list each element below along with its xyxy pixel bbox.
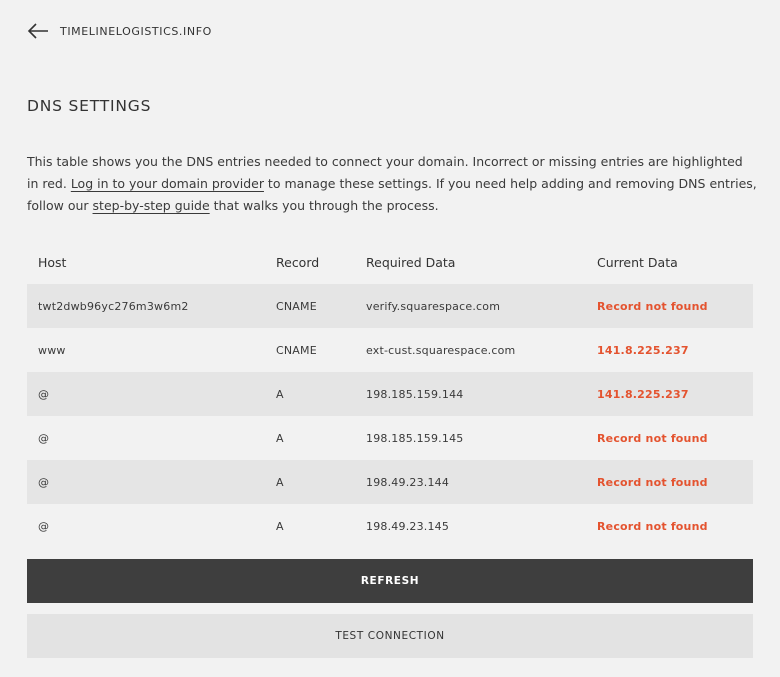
refresh-button[interactable]: REFRESH bbox=[27, 559, 753, 603]
cell-current-data: Record not found bbox=[586, 460, 753, 504]
table-row bbox=[27, 372, 753, 416]
description-part-3: that walks you through the process. bbox=[209, 198, 439, 213]
description-text bbox=[27, 151, 757, 217]
cell-current-data: Record not found bbox=[597, 519, 708, 533]
cell-current-data: Record not found bbox=[597, 431, 708, 445]
cell-host: @ bbox=[38, 431, 50, 445]
cell-record: A bbox=[276, 519, 284, 533]
cell-current-data: 141.8.225.237 bbox=[586, 372, 753, 416]
column-header-required-data: Required Data bbox=[366, 254, 456, 270]
arrow-left-icon[interactable] bbox=[27, 22, 49, 40]
cell-current-data: Record not found bbox=[586, 284, 753, 328]
test-connection-button[interactable]: TEST CONNECTION bbox=[27, 614, 753, 658]
cell-host: @ bbox=[27, 372, 265, 416]
page-title: DNS SETTINGS bbox=[27, 97, 152, 115]
column-header-host: Host bbox=[38, 254, 67, 270]
cell-required-data: verify.squarespace.com bbox=[355, 284, 586, 328]
table-row bbox=[27, 460, 753, 504]
cell-host: @ bbox=[38, 519, 50, 533]
cell-required-data: 198.185.159.144 bbox=[355, 372, 586, 416]
table-row bbox=[27, 284, 753, 328]
cell-host: www bbox=[38, 343, 66, 357]
cell-required-data: ext-cust.squarespace.com bbox=[366, 343, 516, 357]
table-row bbox=[27, 328, 753, 372]
description-part-2: to manage these settings. If you need help adding and removing DNS entries, follow our bbox=[27, 176, 757, 213]
domain-name: TIMELINELOGISTICS.INFO bbox=[60, 24, 212, 38]
domain-provider-login-link[interactable]: Log in to your domain provider bbox=[70, 176, 264, 191]
table-row bbox=[27, 504, 753, 548]
cell-record: CNAME bbox=[265, 284, 355, 328]
description-part-1: This table shows you the DNS entries needed to connect your domain. Incorrect or missing entries are highlighted in red. bbox=[27, 154, 743, 191]
cell-required-data: 198.49.23.145 bbox=[366, 519, 450, 533]
table-header-row bbox=[27, 240, 753, 284]
cell-required-data: 198.185.159.145 bbox=[366, 431, 464, 445]
step-by-step-guide-link[interactable]: step-by-step guide bbox=[92, 198, 210, 213]
cell-record: A bbox=[265, 372, 355, 416]
cell-host: twt2dwb96yc276m3w6m2 bbox=[27, 284, 265, 328]
cell-required-data: 198.49.23.144 bbox=[355, 460, 586, 504]
header-bar bbox=[27, 22, 212, 40]
cell-current-data: 141.8.225.237 bbox=[597, 343, 689, 357]
cell-record: A bbox=[276, 431, 284, 445]
cell-record: A bbox=[265, 460, 355, 504]
table-row bbox=[27, 416, 753, 460]
dns-records-table bbox=[27, 240, 753, 548]
cell-host: @ bbox=[27, 460, 265, 504]
column-header-record: Record bbox=[276, 254, 320, 270]
column-header-current-data: Current Data bbox=[597, 254, 678, 270]
cell-record: CNAME bbox=[276, 343, 317, 357]
